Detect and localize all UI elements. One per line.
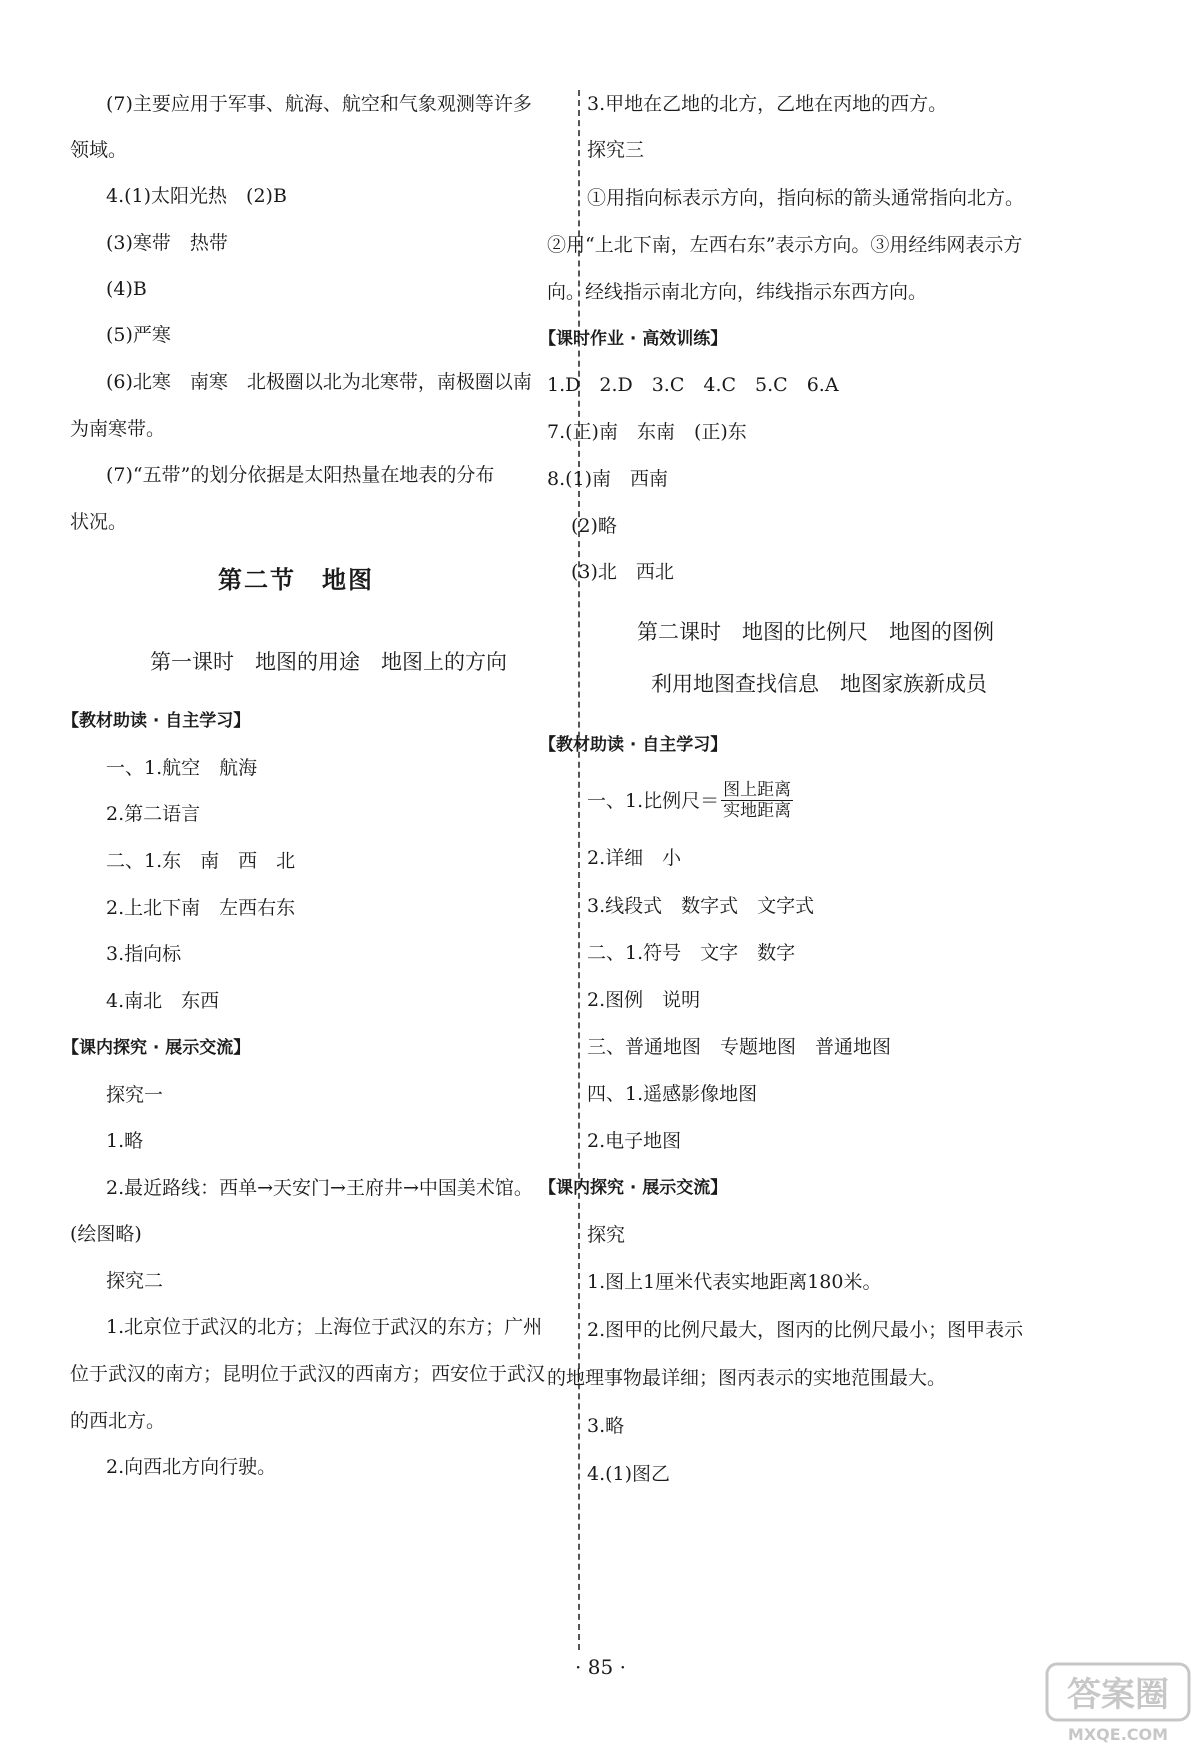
left-line: 2.最近路线：西单→天安门→王府井→中国美术馆。 [106, 1177, 533, 1199]
right-line: 四、1.遥感影像地图 [587, 1083, 758, 1105]
right-line: 探究三 [587, 139, 645, 161]
right-section-tag: 【教材助读 · 自主学习】 [539, 735, 728, 755]
formula-denominator: 实地距离 [723, 801, 792, 821]
right-line: 3.线段式 数字式 文字式 [587, 895, 815, 917]
right-line: 1.D 2.D 3.C 4.C 5.C 6.A [547, 374, 839, 396]
left-line: 2.第二语言 [106, 803, 201, 825]
scale-formula [587, 780, 793, 821]
right-line: 探究 [587, 1224, 626, 1246]
right-section-tag: 【课内探究 · 展示交流】 [539, 1178, 728, 1198]
left-line: 4.南北 东西 [106, 990, 220, 1012]
right-line: 2.电子地图 [587, 1130, 682, 1152]
watermark-logo [1043, 1660, 1193, 1746]
left-section-tag: 【课内探究 · 展示交流】 [62, 1038, 251, 1058]
right-line: 2.详细 小 [587, 847, 682, 869]
left-line: 探究一 [106, 1084, 164, 1106]
right-line: 2.图甲的比例尺最大，图丙的比例尺最小；图甲表示 [587, 1319, 1024, 1341]
right-line: 1.图上1厘米代表实地距离180米。 [587, 1271, 882, 1293]
right-line: 4.(1)图乙 [587, 1463, 671, 1485]
left-line: 4.(1)太阳光热 (2)B [106, 185, 287, 207]
page-number: · 85 · [575, 1655, 626, 1679]
left-line: 位于武汉的南方；昆明位于武汉的西南方；西安位于武汉 [70, 1363, 546, 1385]
formula-prefix: 一、1.比例尺＝ [587, 789, 720, 812]
right-line: 8.(1)南 西南 [547, 468, 669, 490]
formula-fraction [721, 780, 793, 821]
right-line: 3.甲地在乙地的北方，乙地在丙地的西方。 [587, 93, 948, 115]
right-line: 二、1.符号 文字 数字 [587, 942, 796, 964]
left-line: (3)寒带 热带 [106, 232, 228, 254]
right-line: 3.略 [587, 1415, 625, 1437]
left-line: 1.北京位于武汉的北方；上海位于武汉的东方；广州 [106, 1316, 543, 1338]
left-line: 为南寒带。 [70, 418, 166, 440]
left-line: 1.略 [106, 1130, 144, 1152]
svg-text:答案圈: 答案圈 [1067, 1675, 1169, 1715]
left-line: 2.上北下南 左西右东 [106, 897, 296, 919]
right-line: ①用指向标表示方向，指向标的箭头通常指向北方。 [587, 187, 1025, 209]
left-line: (5)严寒 [106, 324, 171, 346]
left-line: 一、1.航空 航海 [106, 757, 258, 779]
right_headings-heading: 利用地图查找信息 地图家族新成员 [651, 672, 987, 696]
svg-text:MXQE.COM: MXQE.COM [1067, 1725, 1169, 1744]
right-line: 三、普通地图 专题地图 普通地图 [587, 1036, 892, 1058]
left-line: 探究二 [106, 1270, 164, 1292]
right-line: 7.(正)南 东南 (正)东 [547, 421, 747, 443]
left_headings-heading: 第二节 地图 [218, 566, 374, 594]
right-section-tag: 【课时作业 · 高效训练】 [539, 329, 728, 349]
right-line: 2.图例 说明 [587, 989, 701, 1011]
left_headings-heading: 第一课时 地图的用途 地图上的方向 [150, 650, 507, 674]
left-line: 3.指向标 [106, 943, 182, 965]
left-line: (7)“五带”的划分依据是太阳热量在地表的分布 [106, 464, 495, 486]
right_headings-heading: 第二课时 地图的比例尺 地图的图例 [637, 620, 994, 644]
left-line: 领域。 [70, 139, 128, 161]
left-line: 二、1.东 南 西 北 [106, 850, 296, 872]
left-line: 2.向西北方向行驶。 [106, 1456, 277, 1478]
right-line: (2)略 [571, 515, 617, 537]
right-line: 的地理事物最详细；图丙表示的实地范围最大。 [547, 1367, 947, 1389]
column-divider [578, 90, 580, 1650]
left-line: 的西北方。 [70, 1410, 166, 1432]
left-line: 状况。 [70, 511, 128, 533]
left-section-tag: 【教材助读 · 自主学习】 [62, 711, 251, 731]
right-line: ②用“上北下南，左西右东”表示方向。③用经纬网表示方 [547, 234, 1023, 256]
formula-numerator: 图上距离 [723, 780, 792, 800]
right-line: 向。经线指示南北方向，纬线指示东西方向。 [547, 281, 928, 303]
left-line: (绘图略) [70, 1223, 142, 1245]
left-line: (7)主要应用于军事、航海、航空和气象观测等许多 [106, 93, 532, 115]
left-line: (6)北寒 南寒 北极圈以北为北寒带，南极圈以南 [106, 371, 532, 393]
left-line: (4)B [106, 278, 147, 300]
right-line: (3)北 西北 [571, 561, 674, 583]
